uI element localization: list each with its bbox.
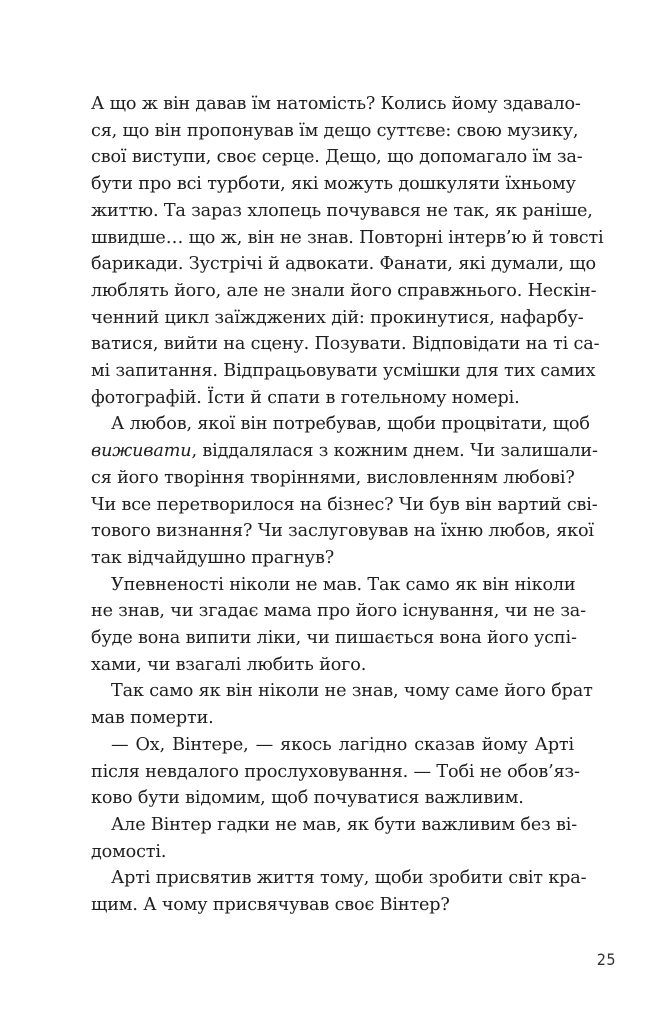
paragraph-6 [91, 812, 578, 865]
paragraph-7 [91, 865, 587, 918]
emphasis-word: виживати [91, 441, 192, 462]
text-line: тового визнання? Чи заслуговував на їхню любов, якої [91, 521, 594, 542]
paragraph-4 [91, 678, 593, 731]
text-line: ченний цикл заїжджених дій: прокинутися, нафарбу- [91, 307, 584, 328]
text-line: мав померти. [91, 708, 214, 729]
text-line: так відчайдушно прагнув? [91, 547, 334, 568]
text-line: барикади. Зустрічі й адвокати. Фанати, які думали, що [91, 254, 596, 275]
text-line: свої виступи, своє серце. Дещо, що допомагало їм за- [91, 147, 583, 168]
text-line: життю. Та зараз хлопець почувався не так, як раніше, [91, 200, 593, 221]
text-line: домості. [91, 841, 167, 862]
text-line: Але Вінтер гадки не мав, як бути важливим без ві- [111, 814, 578, 835]
paragraph-3 [91, 572, 586, 679]
text-line: ватися, вийти на сцену. Позувати. Відповідати на ті са- [91, 334, 600, 355]
text-line: бути про всі турботи, які можуть дошкуляти їхньому [91, 174, 576, 195]
text-line: ково бути відомим, щоб почуватися важливим. [91, 788, 524, 809]
text-line: Упевненості ніколи не мав. Так само як він ніколи [111, 574, 576, 595]
text-line: після невдалого прослуховування. — Тобі не обов’яз- [91, 761, 580, 782]
body-text [91, 91, 604, 919]
text-line: ся його творіння творіннями, висловленням любові? [91, 467, 575, 488]
text-line: швидше… що ж, він не знав. Повторні інтерв’ю й товсті [91, 227, 604, 248]
text-line: щим. А чому присвячував своє Вінтер? [91, 895, 450, 916]
text-line: мі запитання. Відпрацьовувати усмішки для тих самих [91, 361, 596, 382]
text-fragment: , віддалялася з кожним днем. Чи залишали- [191, 441, 598, 462]
text-line: Чи все перетворилося на бізнес? Чи був він вартий сві- [91, 494, 598, 515]
text-line: фотографій. Їсти й спати в готельному номері. [91, 387, 520, 408]
paragraph-1 [91, 91, 604, 411]
text-line: А любов, якої він потребував, щоби процвітати, щоб [111, 414, 590, 435]
text-line: хами, чи взагалі любить його. [91, 654, 367, 675]
text-line: Арті присвятив життя тому, щоби зробити світ кра- [111, 868, 587, 889]
text-line: А що ж він давав їм натомість? Колись йому здавало- [91, 94, 581, 114]
text-line: буде вона випити ліки, чи пишається вона його успі- [91, 628, 577, 649]
page-number: 25 [596, 950, 616, 969]
text-line: люблять його, але не знали його справжнього. Нескін- [91, 280, 597, 301]
text-line: не знав, чи згадає мама про його існування, чи не за- [91, 601, 586, 622]
text-line: ся, що він пропонував їм дещо суттєве: свою музику, [91, 120, 579, 141]
paragraph-5 [91, 732, 580, 812]
paragraph-2 [91, 411, 598, 571]
text-line: — Ох, Вінтере, — якось лагідно сказав йому Арті [111, 734, 574, 755]
text-line [91, 438, 598, 465]
text-line: Так само як він ніколи не знав, чому саме його брат [111, 681, 593, 702]
